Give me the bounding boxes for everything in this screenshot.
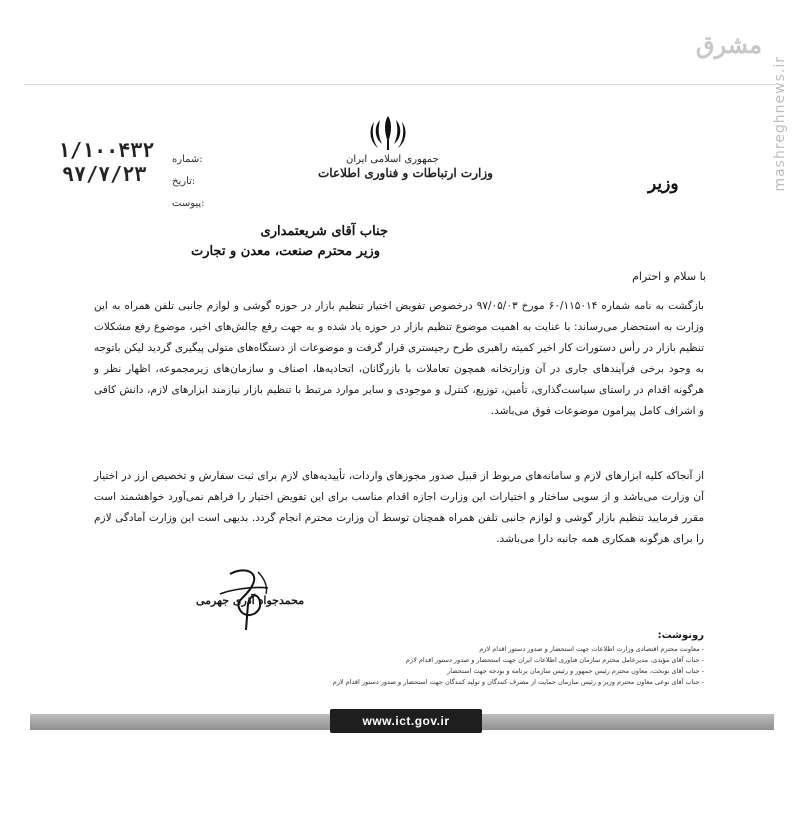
news-watermark [695, 22, 792, 222]
handwritten-number: ۱/۱۰۰۴۳۲ [58, 138, 155, 162]
cc-list [94, 644, 704, 688]
addressee-name: جناب آقای شریعتمداری [260, 224, 388, 239]
footer-url[interactable]: www.ict.gov.ir [362, 714, 450, 728]
iran-emblem-icon [366, 112, 410, 152]
watermark-logo: مشرق [695, 30, 762, 59]
watermark-site: mashreghnews.ir [772, 56, 788, 192]
salutation: با سلام و احترام [632, 270, 706, 283]
cc-item: - جناب آقای مؤیدی، مدیرعامل محترم سازمان فناوری اطلاعات ایران جهت استحضار و صدور دستور اقدام لازم [405, 656, 704, 664]
attachment-label: پیوست: [172, 198, 205, 209]
cc-item: - معاونت محترم اقتصادی وزارت اطلاعات جهت استحضار و صدور دستور اقدام لازم [479, 645, 704, 653]
addressee-title: وزیر محترم صنعت، معدن و تجارت [190, 244, 380, 259]
cc-item: - جناب آقای نوعی معاون محترم وزیر و رئیس سازمان حمایت از مصرف کنندگان و تولید کنندگان جهت استحضار و صدور دستور اقدام لازم [332, 678, 704, 686]
minister-title: وزیر [648, 174, 679, 194]
cc-title: رونوشت: [657, 630, 704, 641]
handwritten-date: ۹۷/۷/۲۳ [62, 162, 147, 186]
letterhead-country: جمهوری اسلامی ایران [346, 154, 439, 165]
number-label: شماره: [172, 154, 203, 165]
date-label: تاریخ: [172, 176, 196, 187]
letterhead-ministry: وزارت ارتباطات و فناوری اطلاعات [318, 166, 493, 180]
cc-item: - جناب آقای نوبخت، معاون محترم رئیس جمهور و رئیس سازمان برنامه و بودجه جهت استحضار [447, 667, 704, 675]
signer-name: محمدجواد آذری جهرمی [196, 594, 305, 607]
body-paragraph-1: بازگشت به نامه شماره ۶۰/۱۱۵۰۱۴ مورخ ۹۷/۰۵/۰۳ درخصوص تفویض اختیار تنظیم بازار در حوزه گوشی و لوازم جانبی تلفن همراه به این وزارت به استحضار می‌رساند: با عنایت به اهمیت موضوع تنظیم بازار در حوزه یاد شده و به جهت رفع چالش‌های اخیر، موضوع رفع مشکلات تنظیم بازار در رأس دستورات کار اخیر کمیته راهبری طرح رجیستری قرار گرفت و موضوعات از دستگاه‌های متولی پیگیری گردید لیکن باتوجه به وجود برخی فرآیندهای جاری در آن وزارتخانه همچون تعاملات با بازرگانان، اتحادیه‌ها، اصناف و سازمان‌های زیرمجموعه، اظهار نظر و هرگونه اقدام در راستای سیاست‌گذاری، تأمین، توزیع، کنترل و موجودی و سایر موارد مرتبط با تنظیم بازار نیازمند ابزارهای لازم، دانش کافی و اشراف کامل پیرامون موضوعات فوق می‌باشد. [94, 300, 704, 417]
body-paragraph-2: از آنجاکه کلیه ابزارهای لازم و سامانه‌های مربوط از قبیل صدور مجوزهای واردات، تأییدیه‌های لازم برای ثبت سفارش و تخصیص ارز در اختیار آن وزارت می‌باشد و از سویی ساختار و اختیارات این وزارت اجازه اقدام مناسب برای این تفویض اختیار را فراهم نمی‌آورد خواهشمند است مقرر فرمایید تنظیم بازار گوشی و لوازم جانبی تلفن همراه همچنان توسط آن وزارت محترم انجام گردد. بدیهی است این وزارت آمادگی لازم را برای هرگونه همکاری همه جانبه دارا می‌باشد. [94, 470, 704, 545]
